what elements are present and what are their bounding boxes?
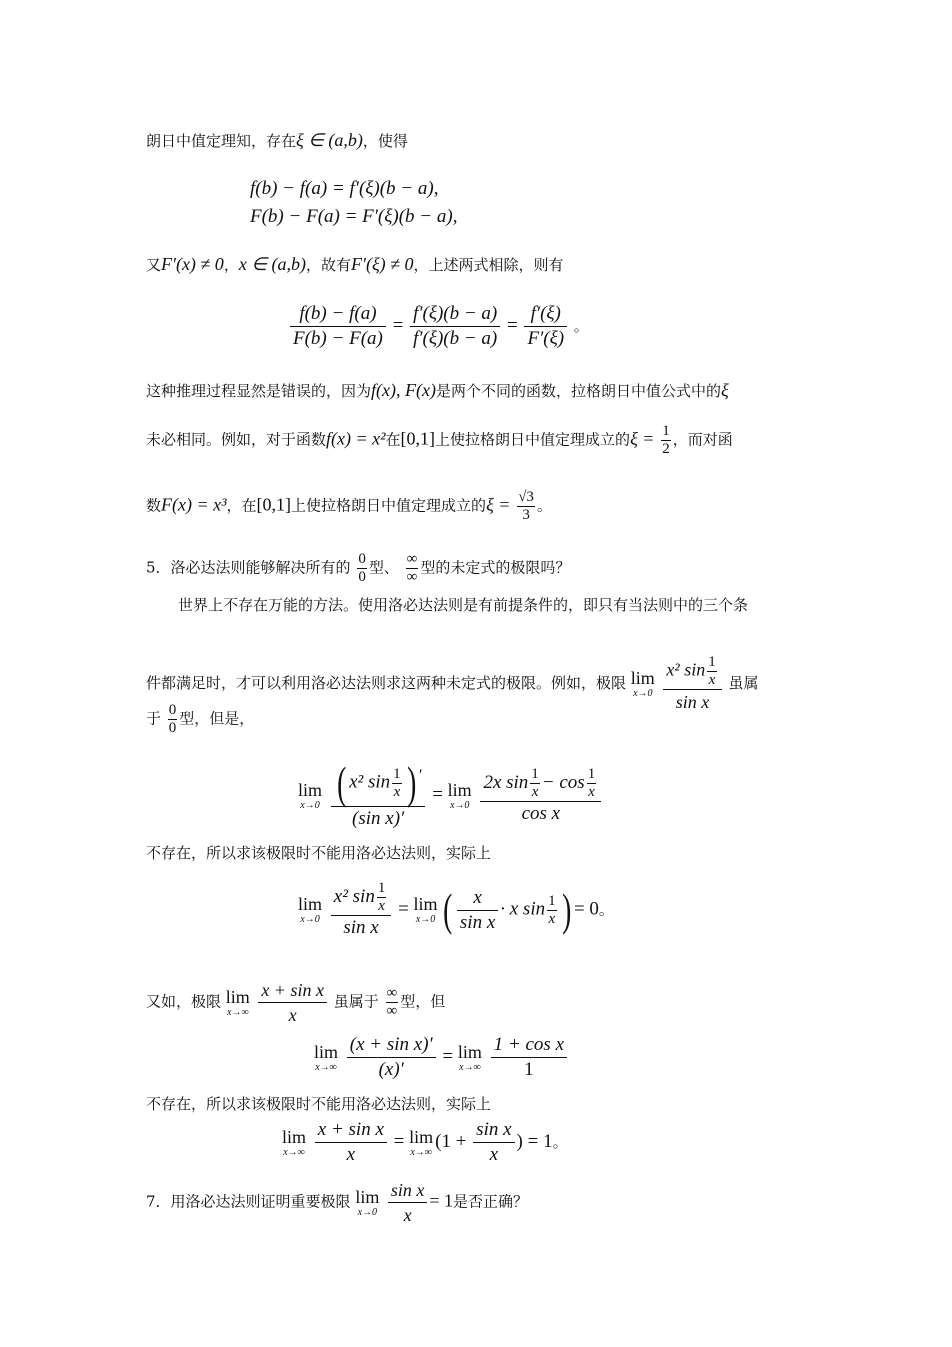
denominator: 0 (168, 720, 177, 736)
text-run: 型、 (368, 558, 399, 577)
limit-operator (314, 1043, 338, 1073)
paragraph-line-10 (146, 978, 445, 1027)
denominator: x (588, 783, 595, 800)
paragraph-line-1 (146, 130, 408, 151)
text-run: 虽属 (728, 674, 759, 692)
numerator-text: x² sin (349, 771, 391, 793)
denominator: sin x (459, 911, 496, 933)
lim-word: lim (298, 779, 323, 800)
denominator: x (403, 1205, 412, 1225)
numerator: x (473, 886, 482, 908)
math-inline: = 1 (429, 1190, 453, 1211)
fraction (315, 1118, 387, 1167)
lim-word: lim (298, 894, 323, 914)
denominator: 0 (358, 569, 366, 585)
lim-word: lim (447, 779, 472, 800)
paragraph-line-5 (146, 489, 552, 524)
limit-operator (226, 988, 250, 1018)
limit-operator (355, 1188, 379, 1218)
fraction (388, 1178, 428, 1227)
text-run: 型，但 (400, 992, 446, 1011)
inner-fraction (530, 766, 540, 801)
equation-3 (298, 757, 603, 831)
lim-word: lim (409, 1126, 434, 1147)
text-run: 于 (146, 709, 162, 728)
lim-subscript: x→∞ (227, 1006, 249, 1018)
inner-fraction (377, 880, 387, 915)
equation-text: f(b) − f(a) = f′(ξ)(b − a), (250, 178, 439, 199)
text-run: 上使拉格朗日中值定理成立的 (291, 496, 487, 515)
text-run: 是否正确？ (453, 1192, 529, 1211)
numerator: x + sin x (261, 980, 324, 1000)
numerator: sin x (390, 1180, 425, 1200)
punctuation: 。 (573, 316, 589, 335)
math-inline: [0,1] (256, 494, 292, 515)
denominator: ∞ (406, 569, 418, 585)
limit-expression (226, 978, 329, 1027)
math-inline: x ∈ (a,b) (238, 254, 306, 274)
equation-2 (288, 302, 589, 351)
denominator: x (378, 898, 385, 914)
paragraph-line-11 (146, 1094, 491, 1114)
text-run: 不存在，所以求该极限时不能用洛必达法则，实际上 (146, 1095, 492, 1113)
fraction (357, 551, 367, 586)
text-run: ，而对函 (672, 430, 733, 449)
fraction (347, 1033, 436, 1082)
denominator: ∞ (386, 1003, 398, 1019)
limit-operator (448, 781, 472, 811)
math-inline: ξ = (630, 428, 655, 449)
numerator: f(b) − f(a) (299, 303, 377, 324)
text-run: 是两个不同的函数，拉格朗日中值公式中的 (435, 382, 721, 400)
prime-mark: ′ (418, 767, 423, 785)
expression-text: = 0 (573, 898, 599, 920)
equation-1a (250, 178, 438, 200)
numerator: 1 (548, 892, 556, 909)
lim-word: lim (413, 894, 438, 914)
equation-5 (314, 1033, 569, 1082)
text-run: 世界上不存在万能的方法。使用洛必达法则是有前提条件的，即只有当法则中的三个条 (178, 596, 749, 614)
expression-text: (1 + (435, 1130, 467, 1152)
inner-fraction (587, 766, 597, 801)
numerator: 1 + cos x (493, 1034, 565, 1055)
fraction (663, 654, 721, 714)
lim-subscript: x→∞ (459, 1061, 481, 1073)
denominator: (x)′ (378, 1059, 404, 1080)
lim-word: lim (630, 668, 655, 688)
lim-word: lim (225, 986, 250, 1007)
fraction (290, 302, 386, 351)
fraction (168, 702, 178, 737)
lim-word: lim (457, 1041, 482, 1062)
numerator: x² sin (666, 659, 706, 680)
text-run: 。 (536, 496, 552, 515)
paren-right: ) (406, 757, 416, 808)
numerator: √3 (518, 489, 534, 505)
limit-operator (409, 1128, 433, 1158)
numerator-text: − cos (541, 771, 585, 793)
inner-fraction (707, 654, 717, 689)
numerator-text: 2x sin (483, 771, 529, 793)
math-inline: f(x) = x² (326, 428, 386, 449)
lim-word: lim (355, 1186, 380, 1207)
denominator: x (489, 1144, 499, 1165)
numerator: f′(ξ)(b − a) (413, 303, 498, 324)
denominator: x (708, 672, 716, 688)
math-inline: F′(ξ) ≠ 0 (351, 254, 414, 274)
equals-sign: = (398, 898, 409, 920)
equals-sign: = (442, 1045, 454, 1067)
math-inline: ξ ∈ (a,b) (296, 130, 363, 150)
expression-text: ) = 1 (516, 1130, 553, 1152)
math-inline: ξ (720, 380, 729, 400)
numerator-text: x² sin (333, 885, 375, 907)
paren-left: ( (442, 884, 452, 935)
denominator: x (531, 783, 539, 800)
numerator: ∞ (386, 985, 398, 1001)
lim-word: lim (314, 1041, 339, 1062)
fraction (386, 985, 399, 1020)
fraction (331, 880, 392, 940)
question-7 (146, 1178, 528, 1227)
limit-expression (355, 1178, 429, 1227)
denominator: f′(ξ)(b − a) (413, 328, 498, 349)
inner-fraction (547, 893, 557, 928)
math-inline: F′(x) ≠ 0 (161, 254, 224, 274)
equation-6 (282, 1118, 568, 1167)
denominator: 1 (524, 1059, 534, 1080)
denominator: cos x (521, 802, 561, 824)
text-run: 在 (385, 430, 401, 449)
denominator: sin x (675, 692, 710, 712)
fraction (457, 886, 498, 935)
fraction (524, 302, 567, 351)
lim-subscript: x→0 (449, 799, 470, 811)
text-run: ，上述两式相除，则有 (413, 256, 564, 274)
text-run: 未必相同。例如，对于函数 (146, 430, 327, 449)
math-inline: ξ = (486, 494, 511, 515)
numerator: (x + sin x)′ (349, 1034, 433, 1055)
text-run: ，使得 (362, 132, 408, 150)
paren-right: ) (561, 884, 571, 935)
limit-operator (282, 1128, 306, 1158)
text-run: 不存在，所以求该极限时不能用洛必达法则，实际上 (146, 844, 492, 862)
equals-sign: = (392, 314, 404, 336)
numerator: 0 (168, 702, 177, 718)
numerator: 0 (358, 551, 366, 567)
paragraph-line-2 (146, 254, 564, 275)
inner-fraction (392, 766, 402, 801)
denominator: 3 (522, 507, 530, 523)
lim-subscript: x→∞ (410, 1146, 432, 1158)
lim-subscript: x→∞ (315, 1061, 337, 1073)
fraction (331, 757, 426, 831)
equation-4 (298, 880, 614, 940)
paragraph-line-8 (146, 702, 254, 737)
limit-operator (458, 1043, 482, 1073)
equation-text: F(b) − F(a) = F′(ξ)(b − a), (250, 206, 458, 227)
text-run: 又如，极限 (146, 992, 222, 1011)
paragraph-line-9 (146, 843, 491, 863)
math-inline: [0,1] (400, 428, 436, 449)
question-5 (146, 551, 570, 586)
expression-text: · x sin (500, 898, 546, 920)
text-run: ，故有 (306, 256, 352, 274)
text-run: ， (223, 256, 239, 274)
paragraph-line-3 (146, 380, 729, 401)
lim-word: lim (282, 1126, 307, 1147)
paren-left: ( (336, 757, 347, 808)
limit-operator (298, 781, 322, 811)
lim-subscript: x→0 (415, 914, 436, 925)
equals-sign: = (393, 1130, 405, 1152)
denominator: x (288, 1005, 297, 1025)
limit-expression (631, 654, 724, 714)
numerator: 1 (662, 423, 670, 439)
equals-sign: = (432, 783, 443, 805)
fraction (517, 489, 535, 524)
text-run: 上使拉格朗日中值定理成立的 (435, 430, 631, 449)
fraction (480, 766, 601, 826)
numerator: x + sin x (317, 1119, 384, 1140)
denominator: F(b) − F(a) (293, 328, 383, 349)
denominator: 2 (662, 441, 670, 457)
text-run: 7．用洛必达法则证明重要极限 (146, 1192, 351, 1211)
text-run: 件都满足时，才可以利用洛必达法则求这两种未定式的极限。例如，极限 (146, 674, 627, 692)
fraction (258, 978, 327, 1027)
text-run: 这种推理过程显然是错误的，因为 (146, 382, 372, 400)
lim-subscript: x→∞ (283, 1146, 305, 1158)
numerator: f′(ξ) (530, 303, 561, 324)
lim-subscript: x→0 (300, 799, 320, 811)
limit-operator (298, 895, 322, 925)
fraction (410, 302, 500, 351)
math-inline: F(x) = x³ (161, 494, 227, 515)
paragraph-line-6 (178, 595, 748, 615)
numerator: sin x (476, 1119, 512, 1140)
denominator: x (346, 1144, 356, 1165)
denominator: F′(ξ) (527, 328, 565, 349)
fraction (406, 551, 419, 586)
text-run: 又 (146, 256, 162, 274)
text-run: 数 (146, 496, 162, 515)
fraction (491, 1033, 567, 1082)
limit-operator (414, 895, 438, 925)
denominator: (sin x)′ (352, 808, 405, 829)
text-run: 5．洛必达法则能够解决所有的 (146, 558, 351, 577)
denominator: x (548, 910, 556, 927)
punctuation: 。 (552, 1132, 568, 1151)
lim-subscript: x→0 (357, 1206, 378, 1218)
numerator: 1 (587, 765, 596, 782)
text-run: 型，但是， (179, 709, 255, 728)
text-run: ，在 (226, 496, 257, 515)
numerator: 1 (377, 880, 386, 896)
punctuation: 。 (598, 900, 614, 919)
text-run: 型的未定式的极限吗？ (420, 558, 571, 577)
numerator: ∞ (406, 551, 418, 567)
math-inline: f(x), F(x) (371, 380, 436, 400)
lim-subscript: x→0 (300, 914, 320, 925)
text-run: 虽属于 (333, 992, 379, 1011)
denominator: sin x (343, 917, 379, 938)
fraction (661, 423, 671, 458)
denominator: x (393, 783, 401, 800)
equals-sign: = (507, 314, 518, 336)
paragraph-line-4 (146, 423, 733, 458)
numerator: 1 (531, 765, 539, 782)
text-run: 朗日中值定理知，存在 (146, 132, 297, 150)
numerator: 1 (708, 654, 716, 670)
equation-1b (250, 206, 457, 228)
limit-operator (631, 669, 655, 699)
lim-subscript: x→0 (633, 688, 653, 699)
fraction (473, 1118, 514, 1167)
numerator: 1 (393, 765, 401, 782)
